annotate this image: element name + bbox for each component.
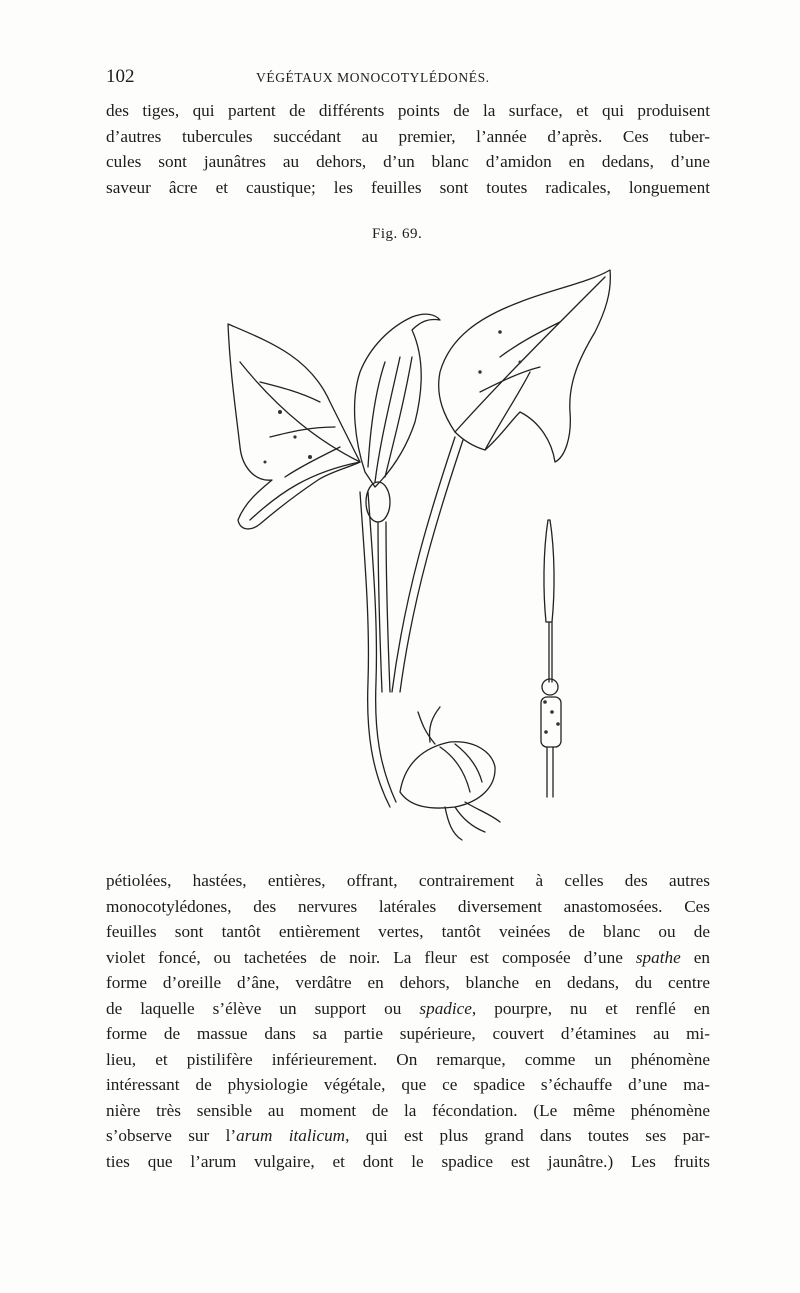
text-line: feuilles sont tantôt entièrement vertes, tantôt veinées de blanc ou de: [106, 922, 710, 941]
text-line: pétiolées, hastées, entières, offrant, contrairement à celles des autres: [106, 871, 710, 890]
text-line: saveur âcre et caustique; les feuilles sont toutes radicales, longuement: [106, 177, 710, 197]
plant-engraving: [200, 262, 620, 842]
text-line: [106, 996, 710, 1022]
italic-term-spathe: spathe: [635, 947, 681, 967]
top-paragraph: [106, 98, 710, 200]
right-leaf: [439, 270, 611, 462]
text-line: des tiges, qui partent de différents points de la surface, et qui produisent: [106, 101, 710, 120]
tuber: [400, 742, 495, 808]
spathe: [355, 314, 440, 487]
text-segment: en: [693, 947, 710, 967]
page-number: 102: [106, 66, 135, 87]
italic-term-arum-italicum: arum italicum: [236, 1126, 346, 1145]
text-line: d’autres tubercules succédant au premier, l’année d’après. Ces tuber-: [106, 126, 710, 146]
text-line: forme de massue dans sa partie supérieure, couvert d’étamines au mi-: [106, 1024, 710, 1043]
text-line: intéressant de physiologie végétale, que ce spadice s’échauffe d’une ma-: [106, 1075, 710, 1094]
running-head: [106, 66, 706, 90]
text-segment: de laquelle s’élève un support ou: [106, 998, 402, 1018]
text-line: ties que l’arum vulgaire, et dont le spadice est jaunâtre.) Les fruits: [106, 1151, 710, 1171]
italic-term-spadice: spadice: [419, 998, 472, 1018]
text-line: forme d’oreille d’âne, verdâtre en dehors, blanche en dedans, du centre: [106, 973, 710, 992]
text-segment: s’observe sur l’: [106, 1126, 237, 1145]
flower-stalk: [378, 522, 382, 692]
bottom-paragraph: [106, 868, 710, 1174]
petiole-right: [392, 437, 455, 692]
text-line: nière très sensible au moment de la fécondation. (Le même phénomène: [106, 1100, 710, 1120]
text-line: [106, 945, 710, 971]
text-segment: , qui est plus grand dans toutes ses par-: [345, 1126, 710, 1145]
spadice: [544, 520, 554, 622]
text-line: lieu, et pistilifère inférieurement. On remarque, comme un phénomène: [106, 1049, 710, 1069]
running-title: VÉGÉTAUX MONOCOTYLÉDONÉS.: [256, 70, 490, 85]
text-line: [106, 1123, 710, 1149]
leaf-spots: [264, 330, 560, 734]
text-segment: , pourpre, nu et renflé en: [471, 998, 710, 1018]
text-segment: violet foncé, ou tachetées de noir. La fleur est composée d’une: [106, 947, 623, 967]
figure-caption: Fig. 69.: [372, 226, 423, 242]
text-line: cules sont jaunâtres au dehors, d’un blanc d’amidon en dedans, d’une: [106, 152, 710, 171]
text-line: monocotylédones, des nervures latérales diversement anastomosées. Ces: [106, 896, 710, 916]
arum-plant-illustration: [200, 262, 620, 842]
left-leaf: [228, 324, 360, 529]
